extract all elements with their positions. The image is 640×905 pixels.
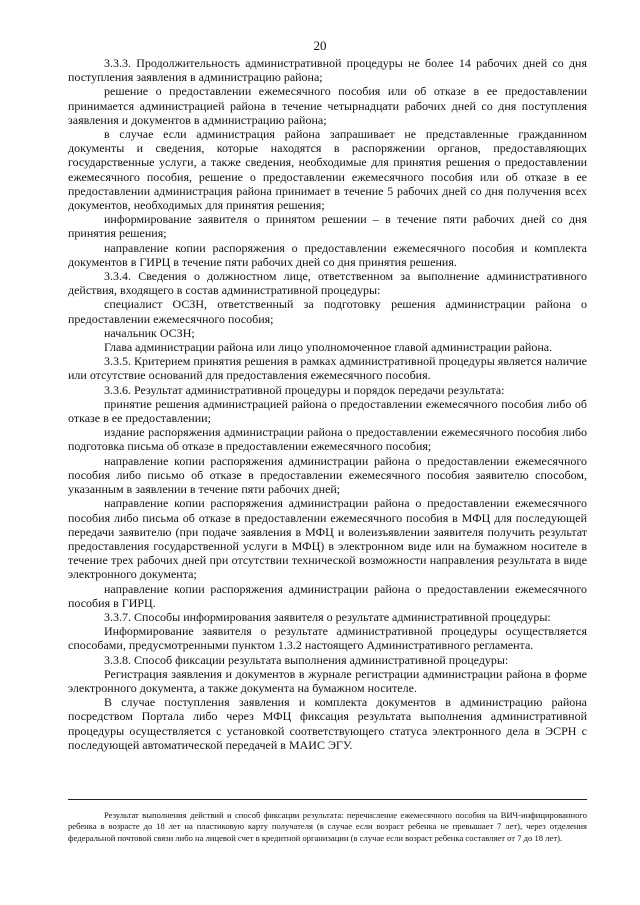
paragraph: 3.3.5. Критерием принятия решения в рамках административной процедуры является наличие или отсутствие оснований для предоставления ежемесячного пособия. (68, 354, 587, 383)
paragraph: принятие решения администрацией района о предоставлении ежемесячного пособия либо об отказе в ее предоставлении; (68, 396, 587, 426)
paragraph: начальник ОСЗН; (104, 325, 195, 340)
paragraph: В случае поступления заявления и комплекта документов в администрацию района посредством Портала либо через МФЦ фиксация результата выполнения административной процедуры осуществляется с установкой соответствующего статуса электронного дела в ЭСРН с последующей автоматической передачей в МАИС ЭГУ. (68, 695, 587, 752)
page-number: 20 (313, 38, 327, 53)
paragraph: 3.3.3. Продолжительность административной процедуры не более 14 рабочих дней со дня поступления заявления в администрацию района; (68, 56, 587, 85)
paragraph: информирование заявителя о принятом решении – в течение пяти рабочих дней со дня принятия решения; (68, 212, 587, 241)
paragraph: направление копии распоряжения о предоставлении ежемесячного пособия и комплекта документов в ГИРЦ в течение пяти рабочих дней со дня принятия решения. (68, 240, 587, 269)
footnote: Результат выполнения действий и способ фиксации результата: перечисление ежемесячного пособия на ВИЧ-инфицированного ребенка в возрасте до 18 лет на пластиковую карту получателя (в случае если возраст ребенка не превышает 7 лет), через отделения федеральной почтовой связи либо на лицевой счет в кредитной организации (в случае если возраст ребенка составляет от 7 до 18 лет). (68, 810, 587, 843)
document-body (68, 56, 587, 752)
paragraph: решение о предоставлении ежемесячного пособия или об отказе в ее предоставлении принимается администрацией района в течение четырнадцати рабочих дней со дня поступления заявления и документов в администрацию района; (68, 84, 587, 127)
paragraph: 3.3.4. Сведения о должностном лице, ответственном за выполнение административного действия, входящего в состав административной процедуры: (68, 269, 587, 298)
paragraph: Глава администрации района или лицо уполномоченное главой администрации района. (104, 340, 553, 355)
paragraph: 3.3.7. Способы информирования заявителя о результате административной процедуры: (104, 609, 551, 624)
paragraph: направление копии распоряжения администрации района о предоставлении ежемесячного пособия в ГИРЦ. (68, 581, 587, 610)
paragraph: направление копии распоряжения администрации района о предоставлении ежемесячного пособия либо письмо об отказе в предоставлении ежемесячного пособия заявителю способом, указанным в заявлении в течение пяти рабочих дней; (68, 453, 587, 497)
paragraph: Информирование заявителя о результате административной процедуры осуществляется способами, предусмотренными пунктом 1.3.2 настоящего Административного регламента. (68, 624, 587, 653)
paragraph: 3.3.6. Результат административной процедуры и порядок передачи результата: (104, 382, 505, 397)
paragraph: 3.3.8. Способ фиксации результата выполнения административной процедуры: (104, 652, 509, 667)
paragraph: направление копии распоряжения администрации района о предоставлении ежемесячного пособия либо письма об отказе в предоставлении ежемесячного пособия в МФЦ для последующей передачи заявителю (при подаче заявления в МФЦ и волеизъявлении заявителя получить результат предоставления государственной услуги в МФЦ) в электронном виде или на бумажном носителе в течение трех рабочих дней при отсутствии технической возможности направления результата в виде электронного документа; (68, 496, 587, 582)
paragraph: в случае если администрация района запрашивает не представленные гражданином документы и сведения, которые находятся в распоряжении органов, предоставляющих государственные услуги, а также сведения, необходимые для принятия решения о предоставлении ежемесячного пособия, решение о предоставлении ежемесячного пособия или об отказе в ее предоставлении администрация района принимает в течение 5 рабочих дней со дня получения всех документов, необходимых для принятия решения; (68, 127, 587, 213)
paragraph: издание распоряжения администрации района о предоставлении ежемесячного пособия либо подготовка письма об отказе в предоставлении ежемесячного пособия; (68, 425, 587, 454)
paragraph: Регистрация заявления и документов в журнале регистрации администрации района в форме электронного документа, а также документа на бумажном носителе. (68, 666, 587, 695)
footnote-divider (68, 799, 587, 800)
paragraph: специалист ОСЗН, ответственный за подготовку решения администрации района о предоставлении ежемесячного пособия; (68, 297, 587, 326)
